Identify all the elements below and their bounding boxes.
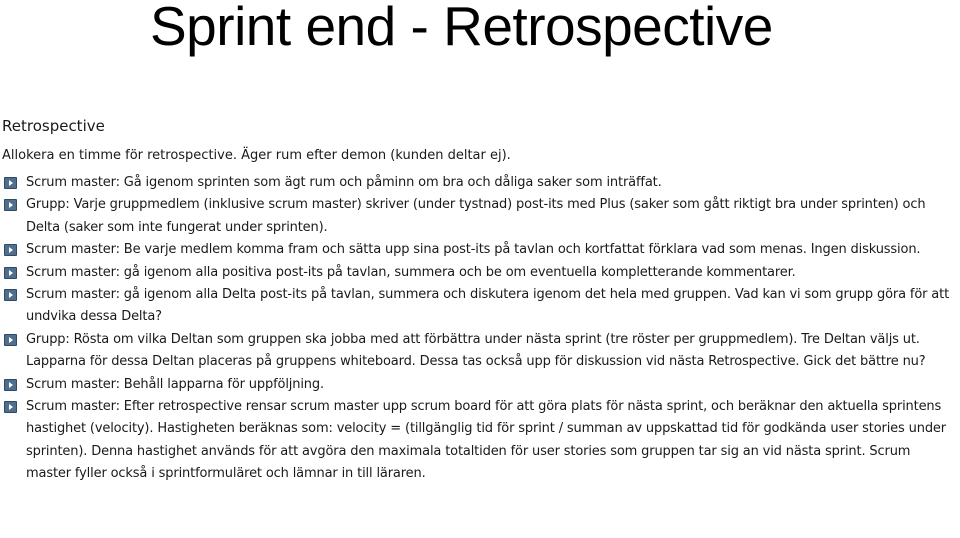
document-screenshot bbox=[2, 115, 958, 486]
list-item bbox=[2, 262, 958, 284]
list-item-text: Scrum master: Behåll lapparna för uppföljning. bbox=[26, 376, 324, 392]
list-item-text: Scrum master: Gå igenom sprinten som ägt rum och påminn om bra och dåliga saker som inträffat. bbox=[26, 175, 662, 190]
arrow-bullet-icon bbox=[4, 244, 17, 256]
list-item-text: Scrum master: Efter retrospective rensar scrum master upp scrum board för att göra plats för nästa sprint, och beräknar den aktuella sprintens hastighet (velocity). Hastigheten beräknas som: velocity = (tillgänglig tid för sprint / summan av uppskattad tid för godkända user stories under sprinten). Denna hastighet används för att avgöra den maximala totaltiden för user stories som gruppen tar sig an vid nästa sprint. Scrum master fyller också i sprintformuläret och lämnar in till läraren. bbox=[26, 399, 946, 482]
steps-list bbox=[2, 172, 958, 486]
list-item bbox=[2, 329, 958, 374]
list-item bbox=[2, 194, 958, 239]
arrow-bullet-icon bbox=[4, 177, 17, 189]
list-item-text: Grupp: Rösta om vilka Deltan som gruppen ska jobba med att förbättra under nästa sprint (tre röster per gruppmedlem). Tre Deltan väljs ut. Lapparna för dessa Deltan placeras på gruppens whiteboard. Dessa tas också upp för diskussion vid nästa Retrospective. Gick det bättre nu? bbox=[26, 331, 926, 370]
list-item-text: Scrum master: gå igenom alla Delta post-its på tavlan, summera och diskutera igenom det hela med gruppen. Vad kan vi som grupp göra för att undvika dessa Delta? bbox=[26, 287, 950, 325]
document-heading: Retrospective bbox=[2, 117, 105, 135]
list-item-text: Scrum master: Be varje medlem komma fram och sätta upp sina post-its på tavlan och kortfattat förklara vad som menas. Ingen diskussion. bbox=[26, 242, 921, 258]
arrow-bullet-icon bbox=[4, 379, 17, 391]
list-item-text: Grupp: Varje gruppmedlem (inklusive scrum master) skriver (under tystnad) post-its med Plus (saker som gått riktigt bra under sprinten) och Delta (saker som inte fungerat under sprinten). bbox=[26, 197, 926, 235]
arrow-bullet-icon bbox=[4, 401, 17, 413]
list-item bbox=[2, 239, 958, 261]
list-item bbox=[2, 172, 958, 194]
slide-title: Sprint end - Retrospective bbox=[150, 0, 773, 57]
arrow-bullet-icon bbox=[4, 334, 17, 346]
arrow-bullet-icon bbox=[4, 267, 17, 279]
list-item-text: Scrum master: gå igenom alla positiva post-its på tavlan, summera och be om eventuella kompletterande kommentarer. bbox=[26, 264, 796, 280]
arrow-bullet-icon bbox=[4, 289, 17, 301]
list-item bbox=[2, 374, 958, 396]
arrow-bullet-icon bbox=[4, 199, 17, 211]
document-intro: Allokera en timme för retrospective. Äger rum efter demon (kunden deltar ej). bbox=[2, 148, 511, 163]
list-item bbox=[2, 396, 958, 486]
list-item bbox=[2, 284, 958, 329]
